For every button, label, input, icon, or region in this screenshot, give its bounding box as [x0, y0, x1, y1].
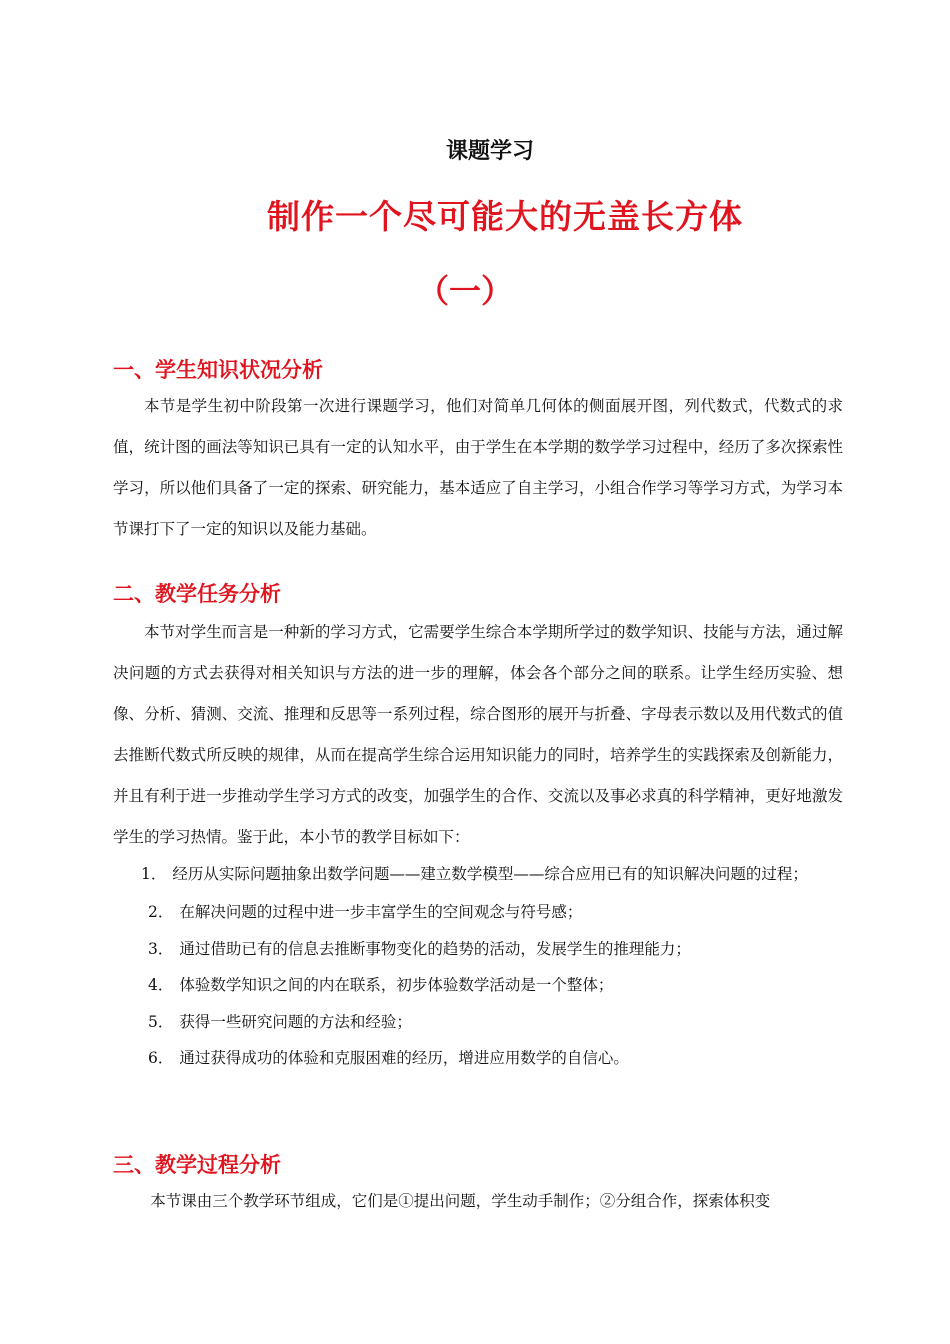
goal-text: 通过获得成功的体验和克服困难的经历，增进应用数学的自信心。 — [179, 1049, 629, 1067]
document-subtitle: （一） — [416, 272, 513, 310]
goal-number: 2． — [148, 903, 174, 921]
section-paragraph-teaching-process: 本节课由三个教学环节组成，它们是①提出问题，学生动手制作；②分组合作，探索体积变 — [150, 1192, 771, 1210]
teaching-goals-list — [113, 854, 843, 1077]
teaching-goal-item — [113, 894, 843, 931]
goal-text: 获得一些研究问题的方法和经验； — [179, 1012, 412, 1031]
goal-number: 3． — [148, 939, 174, 958]
goal-text: 在解决问题的过程中进一步丰富学生的空间观念与符号感； — [179, 903, 583, 921]
goal-number: 5． — [148, 1012, 174, 1031]
goal-number: 4． — [148, 976, 174, 994]
section-heading-teaching-task: 二、教学任务分析 — [113, 582, 281, 606]
goal-number: 6． — [148, 1049, 174, 1067]
teaching-goal-item — [113, 854, 843, 894]
goal-text: 经历从实际问题抽象出数学问题——建立数学模型——综合应用已有的知识解决问题的过程； — [172, 865, 808, 883]
goal-text: 体验数学知识之间的内在联系，初步体验数学活动是一个整体； — [179, 976, 614, 994]
document-kicker: 课题学习 — [445, 139, 534, 164]
section-heading-student-knowledge: 一、学生知识状况分析 — [113, 358, 323, 382]
document-title: 制作一个尽可能大的无盖长方体 — [267, 197, 743, 236]
section-paragraph-student-knowledge: 本节是学生初中阶段第一次进行课题学习，他们对简单几何体的侧面展开图，列代数式，代数式的求值，统计图的画法等知识已具有一定的认知水平，由于学生在本学期的数学学习过程中，经历了多次探索性学习，所以他们具备了一定的探索、研究能力，基本适应了自主学习，小组合作学习等学习方式，为学习本节课打下了一定的知识以及能力基础。 — [113, 397, 843, 538]
section-heading-teaching-process: 三、教学过程分析 — [113, 1153, 281, 1177]
teaching-goal-item — [113, 1040, 843, 1077]
teaching-goal-item — [113, 967, 843, 1004]
teaching-goal-item — [113, 1004, 843, 1041]
teaching-goal-item — [113, 931, 843, 968]
goal-number: 1． — [141, 865, 167, 883]
goal-text: 通过借助已有的信息去推断事物变化的趋势的活动，发展学生的推理能力； — [179, 939, 691, 958]
section-paragraph-teaching-task: 本节对学生而言是一种新的学习方式，它需要学生综合本学期所学过的数学知识、技能与方法，通过解决问题的方式去获得对相关知识与方法的进一步的理解，体会各个部分之间的联系。让学生经历实验、想像、分析、猜测、交流、推理和反思等一系列过程，综合图形的展开与折叠、字母表示数以及用代数式的值去推断代数式所反映的规律，从而在提高学生综合运用知识能力的同时，培养学生的实践探索及创新能力，并且有利于进一步推动学生学习方式的改变，加强学生的合作、交流以及事必求真的科学精神，更好地激发学生的学习热情。鉴于此，本小节的教学目标如下： — [113, 623, 843, 846]
